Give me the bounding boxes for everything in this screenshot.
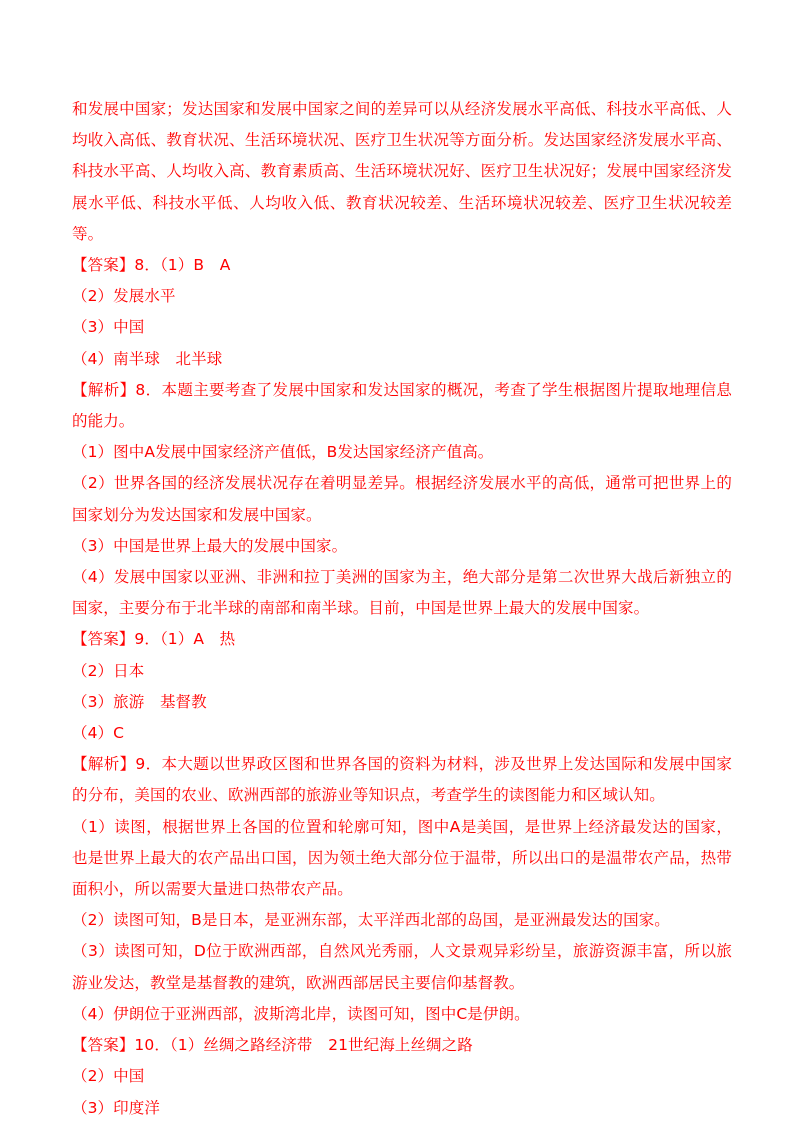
analysis-8-part-2: （2）世界各国的经济发展状况存在着明显差异。根据经济发展水平的高低，通常可把世界上的国家划分为发达国家和发展中国家。 <box>72 474 732 524</box>
answer-10-part-3: （3）印度洋 <box>72 1098 160 1117</box>
answer-9-part-4: （4）C <box>72 724 125 743</box>
analysis-9-part-1: （1）读图，根据世界上各国的位置和轮廓可知，图中A是美国，是世界上经济最发达的国家，也是世界上最大的农产品出口国，因为领土绝大部分位于温带，所以出口的是温带农产品，热带面积小，所以需要大量进口热带农产品。 <box>72 817 732 899</box>
analysis-8-part-3: （3）中国是世界上最大的发展中国家。 <box>72 536 348 555</box>
answer-9-part-1: 【答案】9．（1）A 热 <box>72 630 236 649</box>
answer-9-part-2: （2）日本 <box>72 661 145 680</box>
answer-9-part-3: （3）旅游 基督教 <box>72 692 207 711</box>
answer-8-part-1: 【答案】8．（1）B A <box>72 256 231 275</box>
analysis-9-part-4: （4）伊朗位于亚洲西部，波斯湾北岸，读图可知，图中C是伊朗。 <box>72 1004 530 1023</box>
answer-8-part-3: （3）中国 <box>72 318 145 337</box>
analysis-9-part-3: （3）读图可知，D位于欧洲西部，自然风光秀丽，人文景观异彩纷呈，旅游资源丰富，所以旅游业发达，教堂是基督教的建筑，欧洲西部居民主要信仰基督教。 <box>72 942 732 992</box>
answer-text-block <box>72 94 732 1124</box>
analysis-8-intro: 【解析】8．本题主要考查了发展中国家和发达国家的概况，考查了学生根据图片提取地理信息的能力。 <box>72 380 732 431</box>
analysis-9-part-2: （2）读图可知，B是日本，是亚洲东部，太平洋西北部的岛国，是亚洲最发达的国家。 <box>72 911 670 930</box>
answer-10-part-1: 【答案】10．（1）丝绸之路经济带 21世纪海上丝绸之路 <box>72 1036 473 1055</box>
paragraph-continued-analysis: 和发展中国家；发达国家和发展中国家之间的差异可以从经济发展水平高低、科技水平高低、人均收入高低、教育状况、生活环境状况、医疗卫生状况等方面分析。发达国家经济发展水平高、科技水平高、人均收入高、教育素质高、生活环境状况好、医疗卫生状况好；发展中国家经济发展水平低、科技水平低、人均收入低、教育状况较差、生活环境状况较差、医疗卫生状况较差等。 <box>72 100 732 243</box>
analysis-8-part-4: （4）发展中国家以亚洲、非洲和拉丁美洲的国家为主，绝大部分是第二次世界大战后新独立的国家，主要分布于北半球的南部和南半球。目前，中国是世界上最大的发展中国家。 <box>72 568 732 618</box>
analysis-8-part-1: （1）图中A发展中国家经济产值低，B发达国家经济产值高。 <box>72 443 494 462</box>
answer-8-part-4: （4）南半球 北半球 <box>72 349 223 368</box>
answer-8-part-2: （2）发展水平 <box>72 287 176 306</box>
answer-10-part-2: （2）中国 <box>72 1067 145 1086</box>
analysis-9-intro: 【解析】9．本大题以世界政区图和世界各国的资料为材料，涉及世界上发达国际和发展中国家的分布，美国的农业、欧洲西部的旅游业等知识点，考查学生的读图能力和区域认知。 <box>72 755 732 805</box>
